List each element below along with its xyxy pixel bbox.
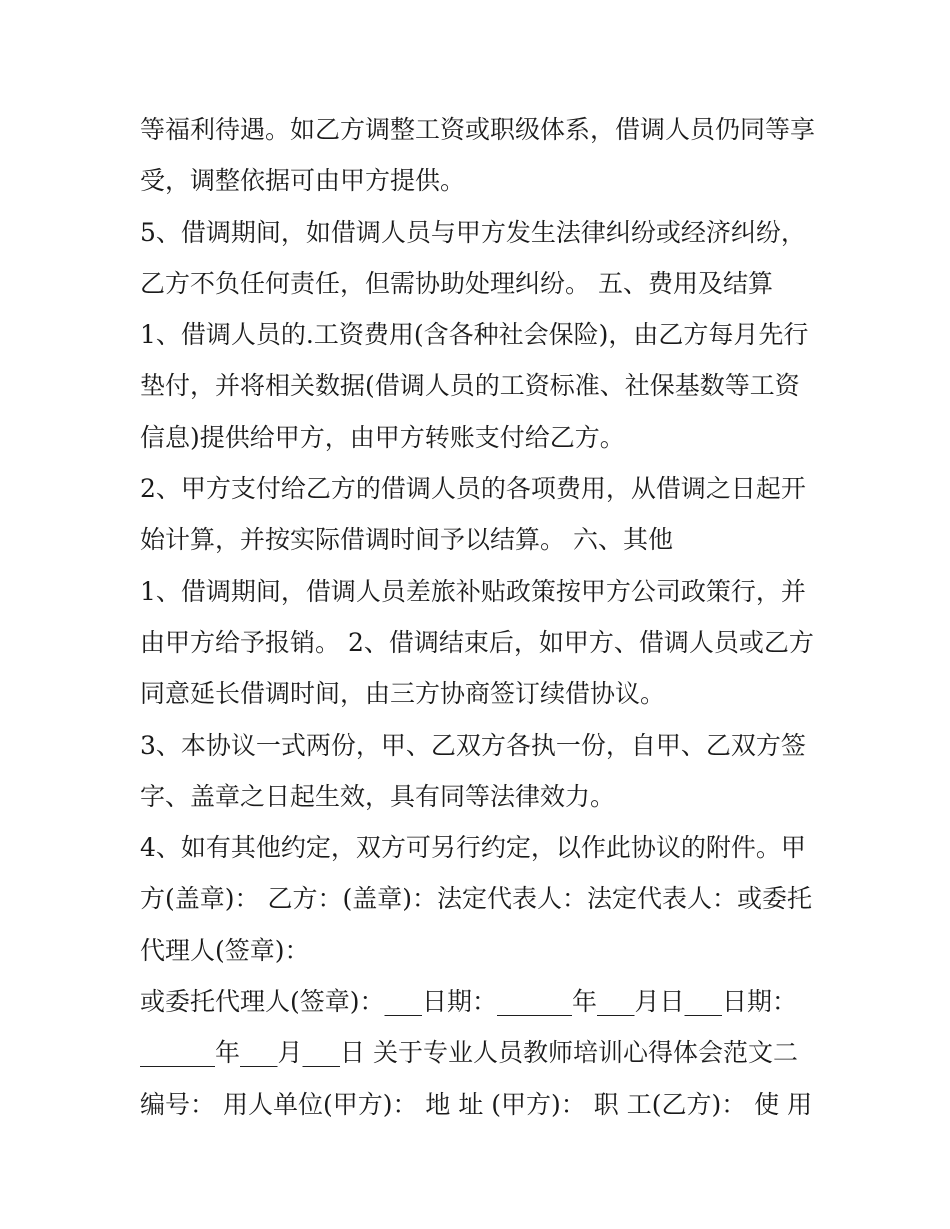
text-line-1: 等福利待遇。如乙方调整工资或职级体系，借调人员仍同等享	[140, 115, 816, 144]
text-line-17: 代理人(签章)：	[140, 935, 310, 965]
text-line-11: 由甲方给予报销。 2、借调结束后，如甲方、借调人员或乙方	[140, 627, 814, 657]
document-body	[140, 104, 820, 1130]
text-line-18: 或委托代理人(签章)：___日期：______年___月日___日期：	[140, 987, 798, 1017]
text-line-12: 同意延长借调时间，由三方协商签订续借协议。	[140, 679, 666, 709]
text-line-2: 受，调整依据可由甲方提供。	[140, 166, 466, 196]
text-line-15: 4、如有其他约定，双方可另行约定，以作此协议的附件。甲	[140, 833, 806, 863]
text-line-19: ______年___月___日 关于专业人员教师培训心得体会范文二	[140, 1038, 798, 1068]
text-line-6: 垫付，并将相关数据(借调人员的工资标准、社保基数等工资	[140, 371, 800, 401]
text-line-14: 字、盖章之日起生效，具有同等法律效力。	[140, 781, 616, 811]
text-line-5: 1、借调人员的.工资费用(含各种社会保险)，由乙方每月先行	[140, 320, 809, 350]
text-line-8: 2、甲方支付给乙方的借调人员的各项费用，从借调之日起开	[140, 474, 806, 504]
text-line-13: 3、本协议一式两份，甲、乙双方各执一份，自甲、乙双方签	[140, 730, 806, 760]
text-line-16: 方(盖章)： 乙方：(盖章)：法定代表人：法定代表人：或委托	[140, 884, 812, 914]
text-line-10: 1、借调期间，借调人员差旅补贴政策按甲方公司政策行，并	[140, 576, 806, 606]
text-line-3: 5、借调期间，如借调人员与甲方发生法律纠纷或经济纠纷，	[140, 217, 806, 247]
text-line-9: 始计算，并按实际借调时间予以结算。 六、其他	[140, 525, 673, 555]
text-line-4: 乙方不负任何责任，但需协助处理纠纷。 五、费用及结算	[140, 268, 773, 298]
text-line-20: 编号： 用人单位(甲方)： 地 址 (甲方)： 职 工(乙方)： 使 用	[140, 1089, 813, 1119]
text-line-7: 信息)提供给甲方，由甲方转账支付给乙方。	[140, 422, 625, 452]
